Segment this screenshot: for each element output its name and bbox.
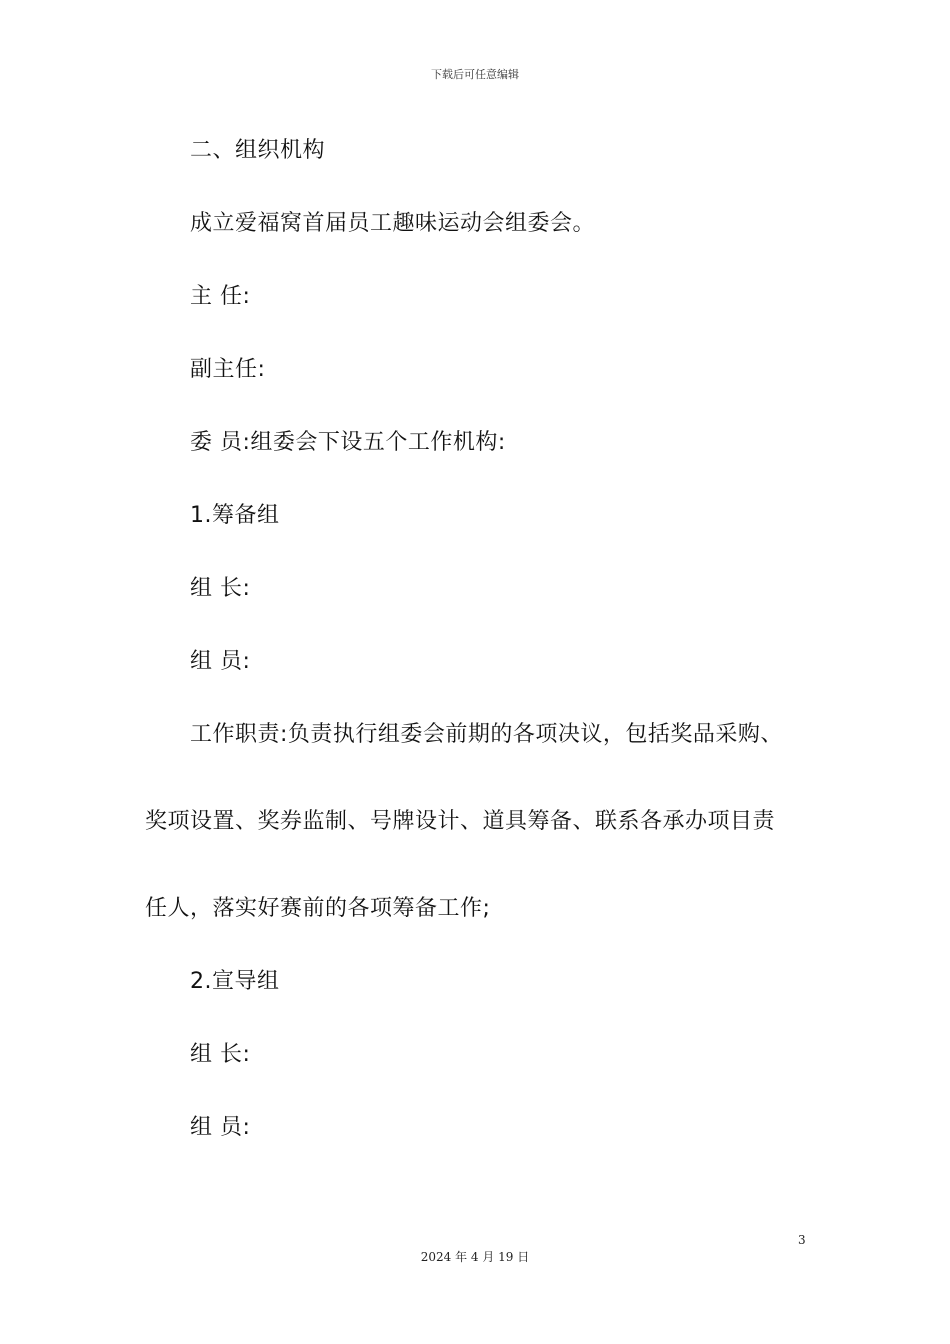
subsection-heading: 1.筹备组 — [190, 503, 280, 528]
group-members-line: 组 员: — [190, 1115, 251, 1140]
group-leader-line: 组 长: — [190, 576, 251, 601]
duties-paragraph-line: 工作职责:负责执行组委会前期的各项决议，包括奖品采购、 — [190, 722, 783, 747]
director-line: 主 任: — [190, 284, 251, 309]
deputy-director-line: 副主任: — [190, 357, 266, 382]
duties-paragraph-line: 奖项设置、奖券监制、号牌设计、道具筹备、联系各承办项目责 — [145, 809, 776, 834]
subsection-heading: 2.宣导组 — [190, 969, 280, 994]
members-line: 委 员:组委会下设五个工作机构: — [190, 430, 506, 455]
page-header: 下载后可任意编辑 — [431, 68, 519, 81]
footer-date: 2024 年 4 月 19 日 — [420, 1250, 530, 1264]
page-number: 3 — [798, 1233, 806, 1247]
group-leader-line: 组 长: — [190, 1042, 251, 1067]
paragraph: 成立爱福窝首届员工趣味运动会组委会。 — [190, 211, 596, 236]
group-members-line: 组 员: — [190, 649, 251, 674]
duties-paragraph-line: 任人，落实好赛前的各项筹备工作; — [145, 896, 491, 921]
section-heading: 二、组织机构 — [190, 138, 326, 163]
